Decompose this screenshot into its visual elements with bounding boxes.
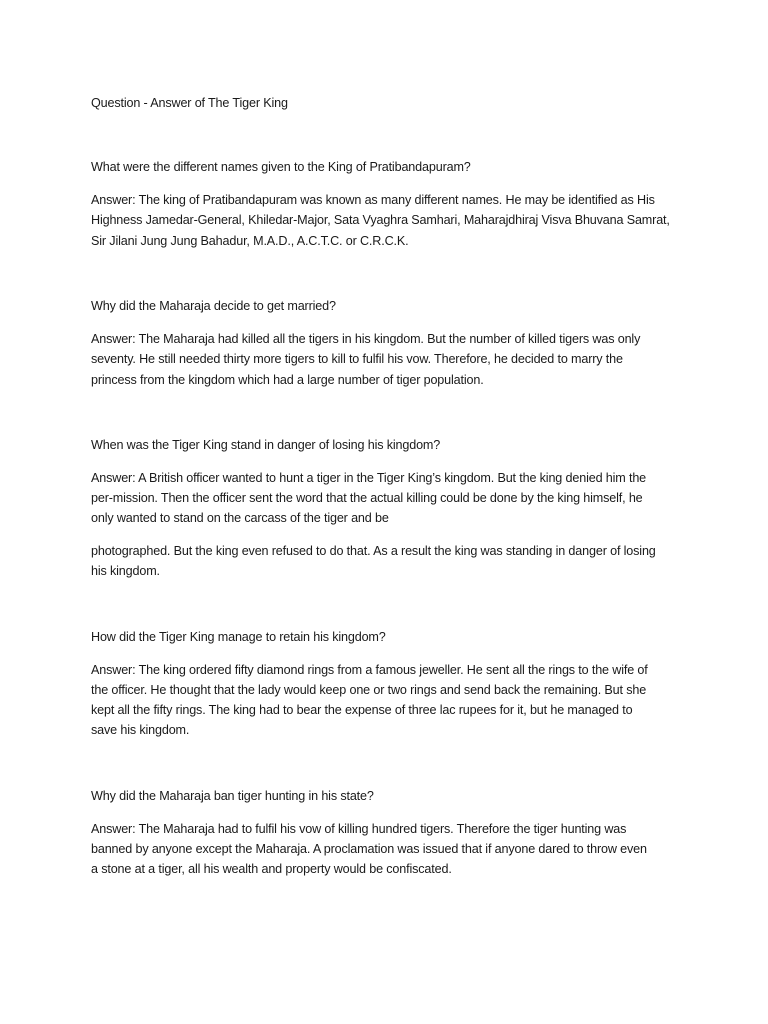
answer-3-line-1: Answer: A British officer wanted to hunt a tiger in the Tiger King’s kingdom. But the king denied him the [91, 471, 647, 485]
answer-1-line-3: Sir Jilani Jung Jung Bahadur, M.A.D., A.C.T.C. or C.R.C.K. [91, 234, 409, 248]
answer-2-line-1: Answer: The Maharaja had killed all the tigers in his kingdom. But the number of killed tigers was only [91, 332, 641, 346]
answer-3-line-4: photographed. But the king even refused to do that. As a result the king was standing in danger of losing [91, 544, 656, 558]
answer-5-line-3: a stone at a tiger, all his wealth and property would be confiscated. [91, 862, 452, 876]
answer-4-line-1: Answer: The king ordered fifty diamond rings from a famous jeweller. He sent all the rings to the wife of [91, 663, 648, 677]
question-4: How did the Tiger King manage to retain his kingdom? [91, 630, 386, 644]
answer-3-line-2: per-mission. Then the officer sent the word that the actual killing could be done by the king himself, he [91, 491, 643, 505]
question-2: Why did the Maharaja decide to get married? [91, 299, 336, 313]
answer-2-line-3: princess from the kingdom which had a large number of tiger population. [91, 373, 484, 387]
answer-1-line-1: Answer: The king of Pratibandapuram was known as many different names. He may be identified as His [91, 193, 655, 207]
question-5: Why did the Maharaja ban tiger hunting in his state? [91, 789, 374, 803]
answer-3-line-5: his kingdom. [91, 564, 160, 578]
answer-1-line-2: Highness Jamedar-General, Khiledar-Major, Sata Vyaghra Samhari, Maharajdhiraj Visva Bhuvana Samrat, [91, 213, 670, 227]
document-title: Question - Answer of The Tiger King [91, 96, 288, 110]
question-3: When was the Tiger King stand in danger of losing his kingdom? [91, 438, 441, 452]
question-1: What were the different names given to the King of Pratibandapuram? [91, 160, 471, 174]
answer-4-line-4: save his kingdom. [91, 723, 190, 737]
answer-4-line-2: the officer. He thought that the lady would keep one or two rings and send back the remaining. But she [91, 683, 647, 697]
answer-2-line-2: seventy. He still needed thirty more tigers to kill to fulfil his vow. Therefore, he decided to marry the [91, 352, 623, 366]
answer-3-line-3: only wanted to stand on the carcass of the tiger and be [91, 511, 389, 525]
answer-5-line-1: Answer: The Maharaja had to fulfil his vow of killing hundred tigers. Therefore the tiger hunting was [91, 822, 627, 836]
answer-4-line-3: kept all the fifty rings. The king had to bear the expense of three lac rupees for it, but he managed to [91, 703, 633, 717]
answer-5-line-2: banned by anyone except the Maharaja. A proclamation was issued that if anyone dared to throw even [91, 842, 647, 856]
